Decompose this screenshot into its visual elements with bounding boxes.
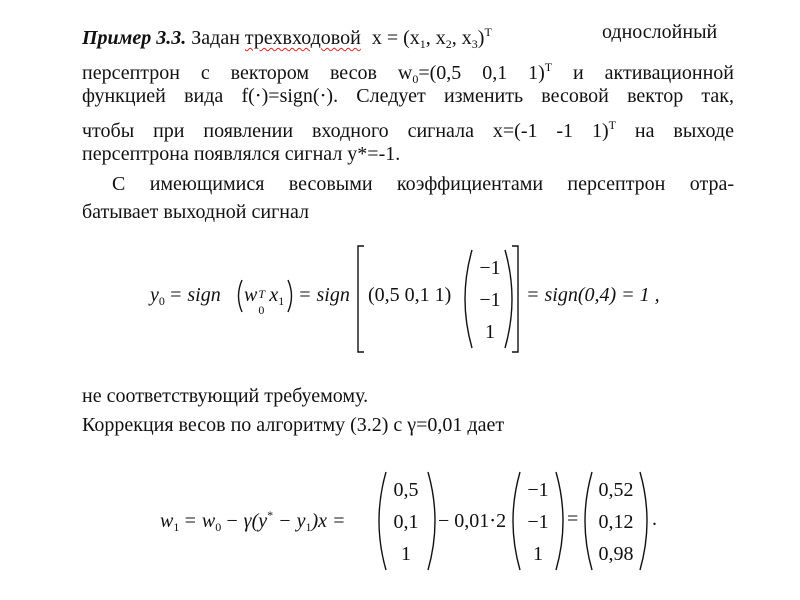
eq2-col2-paren-right	[556, 472, 563, 570]
eq1-square-bracket-left	[358, 246, 364, 352]
paragraph1-line4: чтобы при появлении входного сигнала x=(-1 -1 1)$^T$ на выходе	[82, 118, 734, 142]
eq2-col1-item: 0,1	[393, 511, 419, 533]
eq2-col1-paren-right	[428, 472, 435, 570]
eq1-paren-right	[288, 280, 292, 312]
eq2-col1-item: 0,5	[393, 479, 419, 501]
paragraph3-line2: Коррекция весов по алгоритму (3.2) с γ=0,01 дает	[82, 414, 505, 436]
intro-word: Задан	[191, 27, 240, 49]
eq2-col3-item: 0,12	[598, 511, 634, 533]
eq1-col-item: −1	[479, 289, 501, 311]
eq2-col3-paren-left	[585, 472, 592, 570]
eq1-col-paren-right	[505, 250, 512, 348]
eq1-w-term: w T 0 $x_1$	[244, 284, 285, 317]
paragraph1-line5: персептрона появлялся сигнал y*=-1.	[82, 143, 401, 165]
eq1-square-bracket-right	[512, 246, 518, 352]
paragraph1-line2: персептрон с вектором весов $w_0=(0,5$ 0,1 1)$^T$ и активационной	[82, 60, 734, 86]
eq1-col-item: −1	[479, 257, 501, 279]
single-layer-word: однослойный	[602, 21, 718, 43]
eq2-col3-paren-right	[640, 472, 647, 570]
eq1-col-paren-left	[465, 250, 472, 348]
eq2-col1-item: 1	[401, 543, 411, 565]
eq2-equals: =	[567, 508, 579, 530]
eq2-period: .	[652, 508, 657, 530]
paragraph2-line1: С имеющимися весовыми коэффициентами персептрон отра-	[112, 173, 734, 195]
paragraph1-line3: функцией вида f(⋅)=sign(⋅). Следует изменить весовой вектор так,	[82, 85, 734, 107]
eq1-lhs: $y_0$ = sign	[150, 284, 221, 308]
example-label: Пример 3.3.	[82, 27, 187, 49]
eq2-coefficient: − 0,01⋅2	[438, 510, 507, 532]
eq1-sign-2: = sign	[298, 284, 350, 306]
eq2-col3-item: 0,98	[598, 543, 634, 565]
paragraph2-line2: батывает выходной сигнал	[82, 201, 310, 223]
eq2-col2-item: −1	[527, 479, 549, 501]
eq2-col2-paren-left	[513, 472, 520, 570]
eq2-col1-paren-left	[379, 472, 386, 570]
eq1-row-vector: (0,5 0,1 1)	[368, 284, 452, 306]
eq1-paren-left	[239, 280, 243, 312]
spellcheck-underlined-word: трехвходовой	[244, 27, 361, 49]
eq2-col2-item: −1	[527, 511, 549, 533]
eq2-col3-item: 0,52	[598, 479, 634, 501]
eq1-col-item: 1	[485, 321, 495, 343]
paragraph3-line1: не соответствующий требуемому.	[82, 385, 369, 407]
eq2-col2-item: 1	[533, 543, 543, 565]
vector-x-def: $x = (x_1$, $x_2$, $x_3)^T$	[371, 25, 492, 51]
eq1-result: = sign(0,4) = 1 ,	[526, 284, 660, 306]
eq2-lhs: $w_1 = w_0 - \gamma(y^* - y_1)x$ =	[160, 508, 346, 534]
